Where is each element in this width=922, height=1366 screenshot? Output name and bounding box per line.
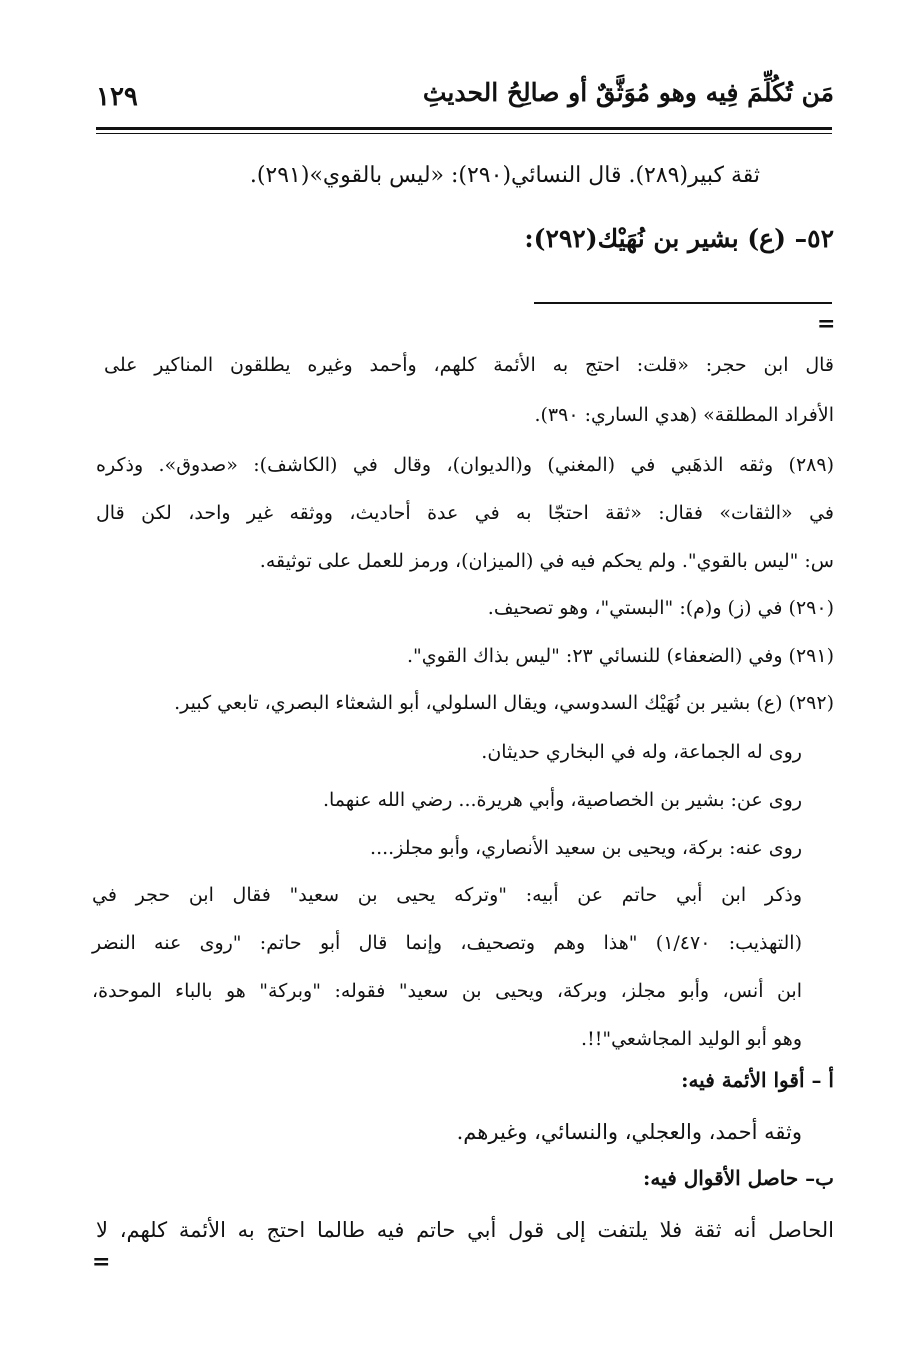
footnote-line: وذكر ابن أبي حاتم عن أبيه: "وتركه يحيى بن سعيد" فقال ابن حجر في	[92, 884, 802, 906]
subsection-text-b: الحاصل أنه ثقة فلا يلتفت إلى قول أبي حاتم فيه طالما احتج به الأئمة كلهم، لا	[96, 1218, 834, 1242]
footnote-separator	[534, 302, 832, 304]
continuation-mark-top: =	[817, 311, 836, 337]
footnote-line: (٢٩١) وفي (الضعفاء) للنسائي ٢٣: "ليس بذاك القوي".	[406, 645, 834, 667]
footnote-line: (التهذيب: ١/٤٧٠) "هذا وهم وتصحيف، وإنما قال أبو حاتم: "روى عنه النضر	[92, 932, 802, 954]
footnote-line: س: "ليس بالقوي". ولم يحكم فيه في (الميزان)، ورمز للعمل على توثيقه.	[259, 550, 834, 572]
footnote-line: روى له الجماعة، وله في البخاري حديثان.	[481, 741, 802, 763]
subsection-text-a: وثقه أحمد، والعجلي، والنسائي، وغيرهم.	[456, 1120, 802, 1144]
footnote-line: روى عنه: بركة، ويحيى بن سعيد الأنصاري، وأبو مجلز....	[370, 837, 802, 859]
header-rule-thin	[96, 133, 832, 134]
subsection-heading-b: ب– حاصل الأقوال فيه:	[643, 1166, 834, 1190]
footnote-line: (٢٩٢) (ع) بشير بن نُهَيْك السدوسي، ويقال السلولي، أبو الشعثاء البصري، تابعي كبير.	[174, 692, 834, 714]
footnote-line: قال ابن حجر: «قلت: احتج به الأئمة كلهم، وأحمد وغيره يطلقون المناكير على	[104, 354, 834, 376]
footnote-line: وهو أبو الوليد المجاشعي"!!.	[581, 1028, 802, 1050]
running-header-title: مَن تُكُلِّمَ فِيه وهو مُوَثَّقٌ أو صالِحُ الحديثِ	[422, 78, 834, 107]
footnote-line: الأفراد المطلقة» (هدي الساري: ٣٩٠).	[534, 404, 834, 426]
continuation-mark-bottom: =	[92, 1249, 111, 1275]
footnote-line: (٢٨٩) وثقه الذهَبي في (المغني) و(الديوان)، وقال في (الكاشف): «صدوق». وذكره	[96, 454, 834, 476]
entry-heading: ٥٢– (ع) بشير بن نُهَيْك(٢٩٢):	[524, 224, 834, 253]
footnote-line: ابن أنس، وأبو مجلز، وبركة، ويحيى بن سعيد" فقوله: "وبركة" هو بالباء الموحدة،	[92, 980, 802, 1002]
footnote-line: (٢٩٠) في (ز) و(م): "البستي"، وهو تصحيف.	[487, 597, 834, 619]
page-number: ١٢٩	[96, 82, 138, 112]
body-text-line: ثقة كبير(٢٨٩). قال النسائي(٢٩٠): «ليس بالقوي»(٢٩١).	[249, 163, 760, 188]
header-rule-thick	[96, 127, 832, 130]
footnote-line: روى عن: بشير بن الخصاصية، وأبي هريرة... رضي الله عنهما.	[322, 789, 802, 811]
subsection-heading-a: أ – أقوا الأئمة فيه:	[681, 1068, 834, 1092]
footnote-line: في «الثقات» فقال: «ثقة احتجّا به في عدة أحاديث، ووثقه غير واحد، لكن قال	[96, 502, 834, 524]
